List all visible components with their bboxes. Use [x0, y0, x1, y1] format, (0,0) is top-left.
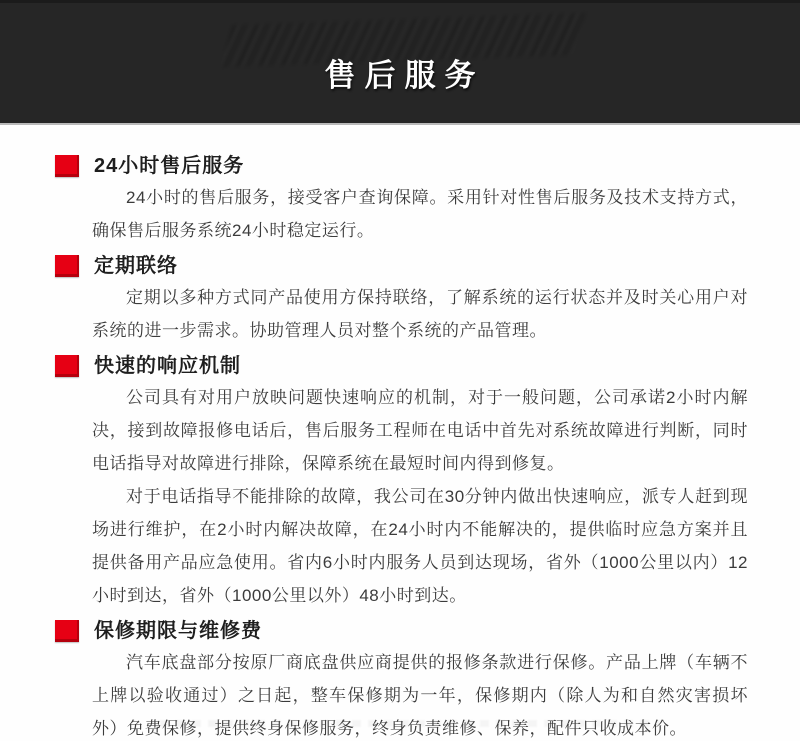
service-section — [55, 154, 748, 247]
red-square-bullet-icon — [55, 620, 79, 642]
section-heading: 24小时售后服务 — [94, 155, 245, 177]
section-paragraph: 对于电话指导不能排除的故障，我公司在30分钟内做出快速响应，派专人赶到现场进行维护，在2小时内解决故障，在24小时内不能解决的，提供临时应急方案并且提供备用产品应急使用。省内6小时内服务人员到达现场，省外（1000公里以内）12小时到达，省外（1000公里以外）48小时到达。 — [92, 487, 748, 605]
section-paragraph: 汽车底盘部分按原厂商底盘供应商提供的报修条款进行保修。产品上牌（车辆不上牌以验收通过）之日起，整车保修期为一年，保修期内（除人为和自然灾害损坏外）免费保修，提供终身保修服务，终身负责维修、保养，配件只收成本价。 — [92, 653, 748, 738]
section-paragraph: 公司具有对用户放映问题快速响应的机制，对于一般问题，公司承诺2小时内解决，接到故障报修电话后，售后服务工程师在电话中首先对系统故障进行判断，同时电话指导对故障进行排除，保障系统在最短时间内得到修复。 — [92, 388, 748, 473]
section-body — [55, 281, 748, 347]
red-square-bullet-icon — [55, 355, 79, 377]
red-square-bullet-icon — [55, 155, 79, 177]
section-header — [55, 254, 748, 278]
section-header — [55, 354, 748, 378]
content-area — [0, 125, 800, 741]
red-square-bullet-icon — [55, 255, 79, 277]
section-heading: 保修期限与维修费 — [94, 620, 262, 642]
section-paragraph: 24小时的售后服务，接受客户查询保障。采用针对性售后服务及技术支持方式，确保售后服务系统24小时稳定运行。 — [92, 188, 748, 240]
service-section — [55, 254, 748, 347]
page-title: 售后服务 — [324, 58, 485, 93]
page-banner — [0, 0, 800, 125]
section-paragraph: 定期以多种方式同产品使用方保持联络，了解系统的运行状态并及时关心用户对系统的进一步需求。协助管理人员对整个系统的产品管理。 — [92, 288, 748, 340]
section-heading: 定期联络 — [94, 255, 178, 277]
bottom-watermark — [160, 720, 660, 727]
section-header — [55, 154, 748, 178]
service-section — [55, 354, 748, 612]
section-body — [55, 181, 748, 247]
section-header — [55, 619, 748, 643]
section-heading: 快速的响应机制 — [94, 355, 241, 377]
section-body — [55, 381, 748, 612]
